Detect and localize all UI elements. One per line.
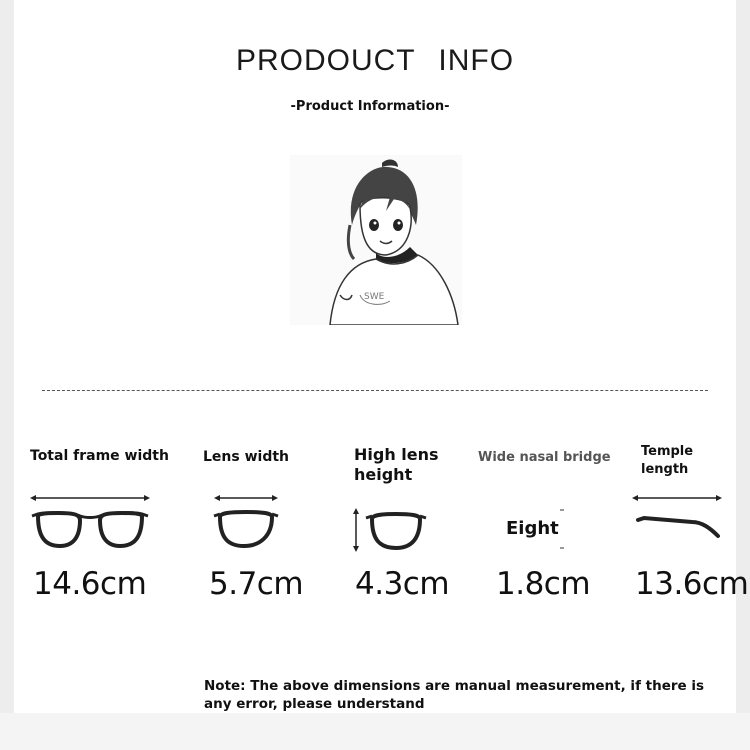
temple-arm-icon	[630, 490, 724, 546]
girl-illustration	[290, 155, 462, 325]
label-lens-width: Lens width	[203, 449, 290, 465]
measurement-note: Note: The above dimensions are manual measurement, if there is any error, please understand	[204, 678, 705, 712]
value-nasal-bridge: 1.8cm	[496, 566, 591, 602]
svg-text:SWE: SWE	[364, 292, 385, 302]
single-lens-icon	[212, 490, 280, 552]
bottom-band	[0, 713, 750, 750]
nasal-bridge-text: Eight	[506, 518, 559, 539]
section-divider	[42, 390, 708, 391]
label-lens-height: High lens height	[354, 445, 439, 484]
glasses-front-icon	[28, 490, 152, 552]
value-total-frame-width: 14.6cm	[33, 566, 147, 602]
value-lens-height: 4.3cm	[355, 566, 450, 602]
value-lens-width: 5.7cm	[209, 566, 304, 602]
value-temple-length: 13.6cm	[635, 566, 749, 602]
label-temple-length: Temple length	[641, 444, 694, 477]
label-nasal-bridge: Wide nasal bridge	[478, 450, 611, 465]
page-subtitle: -Product Information-	[290, 99, 450, 114]
label-total-frame-width: Total frame width	[30, 448, 169, 464]
lens-height-icon	[346, 506, 430, 556]
page-title: PRODOUCT INFO	[235, 44, 515, 77]
